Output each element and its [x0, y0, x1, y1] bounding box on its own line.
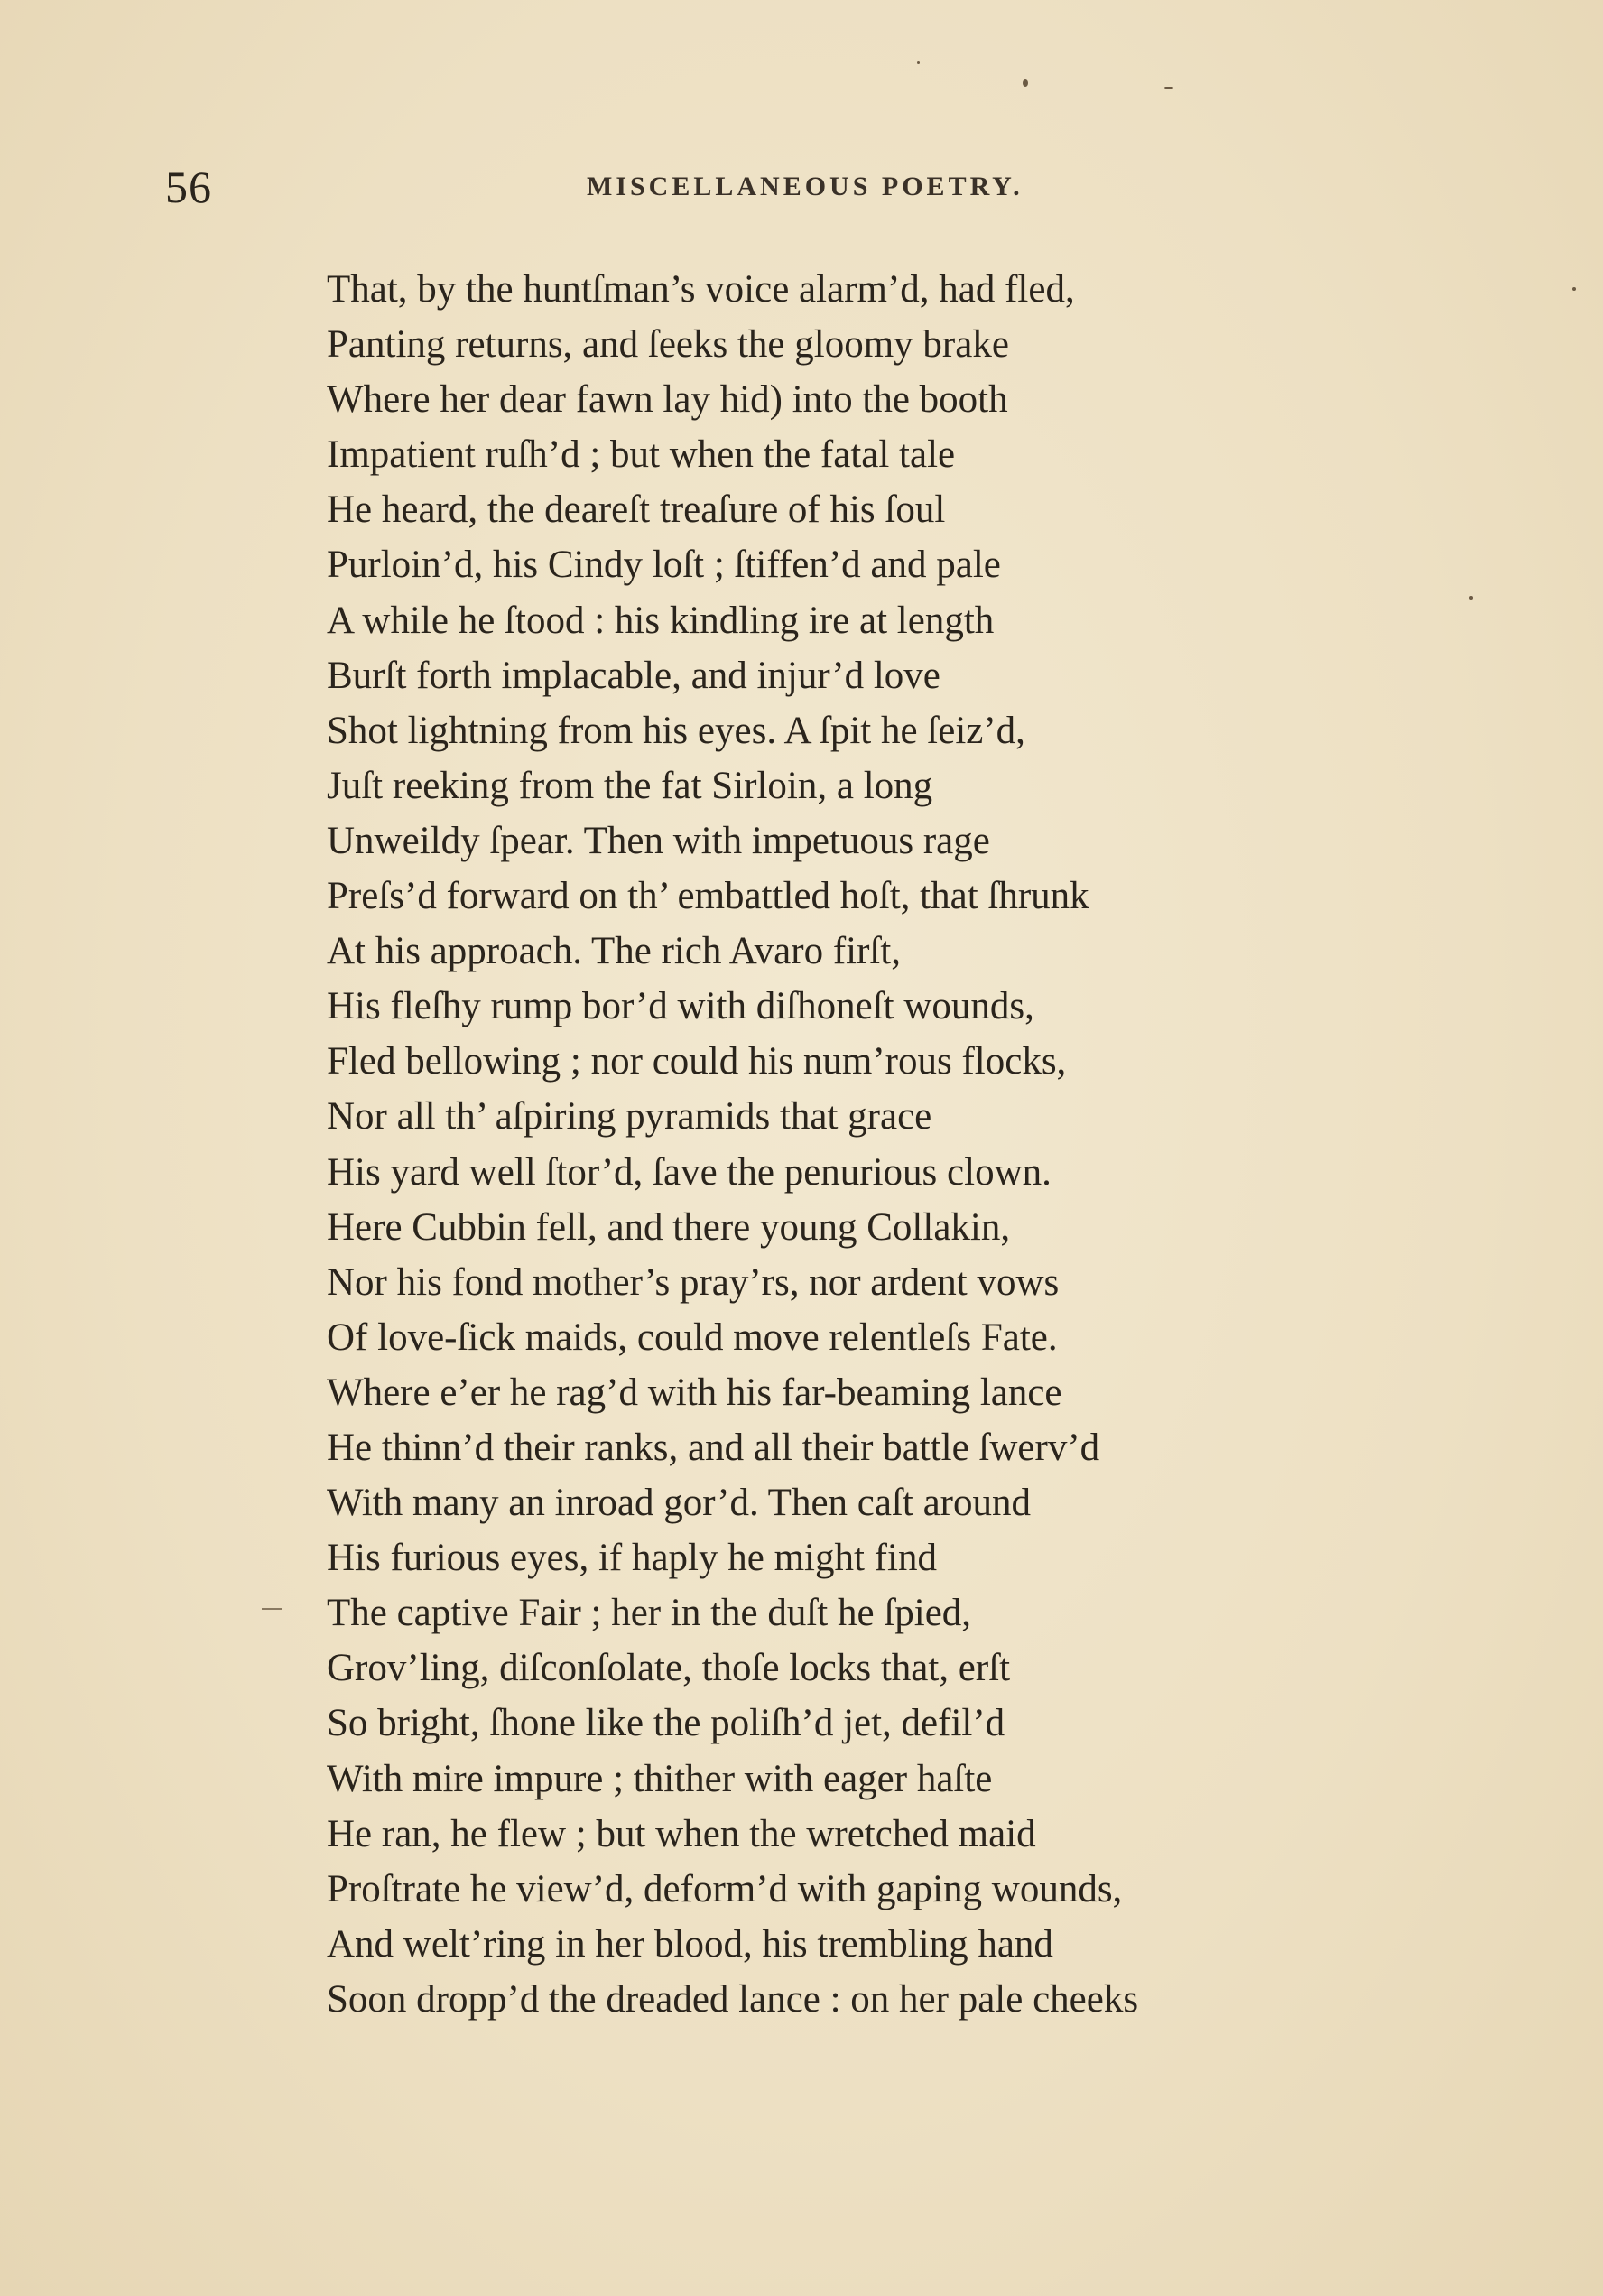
- verse-line: Purloin’d, his Cindy loſt ; ſtiffen’d and pale: [327, 544, 1001, 587]
- verse-line: That, by the huntſman’s voice alarm’d, had fled,: [327, 268, 1075, 311]
- verse-line: Soon dropp’d the dreaded lance : on her pale cheeks: [327, 1977, 1139, 2021]
- verse-line: His fleſhy rump bor’d with diſhoneſt wounds,: [327, 985, 1034, 1028]
- verse-line: He thinn’d their ranks, and all their battle ſwerv’d: [327, 1426, 1100, 1469]
- verse-line: At his approach. The rich Avaro firſt,: [327, 930, 902, 973]
- verse-line: Burſt forth implacable, and injur’d love: [327, 654, 940, 697]
- verse-line: Of love-ſick maids, could move relentleſs Fate.: [327, 1315, 1058, 1359]
- poem-verse: [327, 262, 1410, 2027]
- verse-line: Juſt reeking from the fat Sirloin, a long: [327, 764, 933, 807]
- verse-line: Nor his fond mother’s pray’rs, nor ardent vows: [327, 1260, 1060, 1304]
- verse-line: He ran, he flew ; but when the wretched maid: [327, 1812, 1036, 1855]
- verse-line: Impatient ruſh’d ; but when the fatal tale: [327, 433, 956, 477]
- verse-line: Panting returns, and ſeeks the gloomy brake: [327, 323, 1009, 367]
- verse-line: Preſs’d forward on th’ embattled hoſt, that ſhrunk: [327, 875, 1089, 918]
- verse-line: With many an inroad gor’d. Then caſt around: [327, 1482, 1032, 1525]
- paper-speck: [1164, 87, 1173, 89]
- verse-line: Nor all th’ aſpiring pyramids that grace: [327, 1095, 932, 1139]
- verse-line: Shot lightning from his eyes. A ſpit he ſeiz’d,: [327, 709, 1025, 752]
- paper-speck: [1572, 287, 1576, 291]
- paper-speck: [1469, 596, 1473, 600]
- verse-line: The captive Fair ; her in the duſt he ſpied,: [327, 1592, 972, 1635]
- verse-line: Grov’ling, diſconſolate, thoſe locks that, erſt: [327, 1647, 1011, 1690]
- running-head: MISCELLANEOUS POETRY.: [587, 172, 1024, 201]
- verse-line: Where e’er he rag’d with his far-beaming lance: [327, 1371, 1062, 1414]
- page-number: 56: [165, 162, 212, 212]
- verse-line: A while he ſtood : his kindling ire at length: [327, 599, 995, 642]
- verse-line: Where her dear fawn lay hid) into the booth: [327, 378, 1008, 422]
- verse-line: His furious eyes, if haply he might find: [327, 1537, 937, 1580]
- paper-speck: [917, 61, 920, 64]
- verse-line: And welt’ring in her blood, his trembling hand: [327, 1922, 1053, 1966]
- verse-line: Fled bellowing ; nor could his num’rous flocks,: [327, 1040, 1067, 1083]
- margin-mark: [262, 1608, 282, 1610]
- verse-line: Here Cubbin fell, and there young Collakin,: [327, 1205, 1011, 1249]
- paper-speck: [1023, 79, 1028, 87]
- verse-line: With mire impure ; thither with eager haſte: [327, 1757, 993, 1800]
- verse-line: His yard well ſtor’d, ſave the penurious clown.: [327, 1150, 1052, 1194]
- verse-line: Proſtrate he view’d, deform’d with gaping wounds,: [327, 1867, 1123, 1910]
- verse-line: He heard, the deareſt treaſure of his ſoul: [327, 488, 946, 532]
- verse-line: So bright, ſhone like the poliſh’d jet, defil’d: [327, 1702, 1005, 1745]
- verse-line: Unweildy ſpear. Then with impetuous rage: [327, 819, 990, 862]
